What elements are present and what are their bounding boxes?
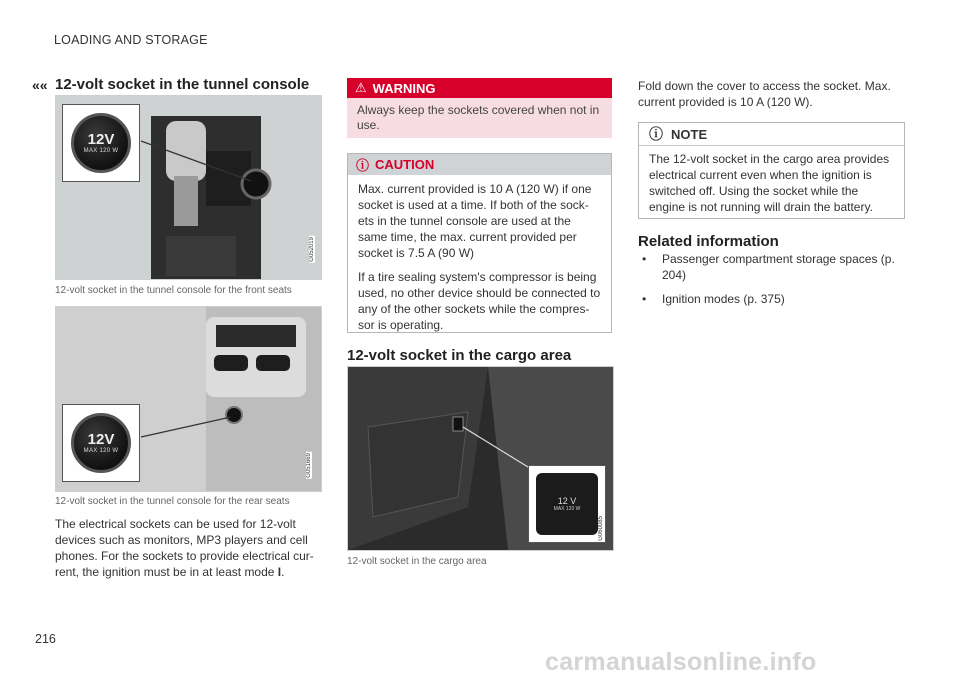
intro-paragraph: Fold down the cover to access the socket. Max. current provided is 10 A (120 W). — [638, 79, 891, 109]
caution-body — [348, 175, 611, 333]
front-console-caption: 12-volt socket in the tunnel console for the front seats — [55, 285, 292, 296]
socket-max-label: MAX 120 W — [553, 505, 581, 512]
related-link[interactable]: • Ignition modes (p. 375) — [638, 291, 903, 307]
related-title: Related information — [638, 233, 779, 250]
caution-header — [348, 154, 611, 175]
caution-paragraph: Max. current provided is 10 A (120 W) if one socket is used at a time. If both of the sock-ets in the tunnel console are used at the same time, the max. current provided per socket is 7.5 A (90 W) — [358, 182, 592, 260]
back-chevron-icon[interactable]: «« — [32, 77, 48, 93]
socket-volt-label: 12V — [87, 130, 115, 148]
image-code: G052019 — [309, 237, 315, 262]
caution-label: CAUTION — [375, 157, 435, 172]
note-header — [639, 123, 904, 146]
note-box — [638, 122, 905, 219]
socket-cover-icon — [536, 473, 598, 535]
page-number: 216 — [35, 632, 56, 646]
body-paragraph — [55, 516, 323, 580]
cargo-caption: 12-volt socket in the cargo area — [347, 556, 487, 567]
watermark: carmanualsonline.info — [545, 648, 817, 676]
ignition-mode: I — [277, 565, 282, 579]
body-end: . — [281, 565, 285, 579]
related-list — [638, 251, 903, 315]
socket-max-label: MAX 120 W — [83, 147, 119, 154]
related-link[interactable]: • Passenger compartment storage spaces (p. 204) — [638, 251, 903, 283]
note-text: The 12-volt socket in the cargo area provides electrical current even when the ignition is switched off. Using the socket while the engine is not running will drain the battery. — [649, 152, 890, 214]
front-console-image — [55, 95, 322, 280]
cargo-image — [347, 366, 614, 551]
note-label: NOTE — [671, 126, 708, 142]
socket-volt-label: 12 V — [557, 495, 577, 506]
caution-box — [347, 153, 612, 333]
warning-icon: ⚠ — [355, 80, 367, 95]
rear-console-image — [55, 306, 322, 492]
caution-icon: ⓘ — [356, 158, 370, 173]
socket-max-label: MAX 120 W — [83, 447, 119, 454]
socket-volt-label: 12V — [87, 430, 115, 448]
image-code: G060085 — [598, 516, 604, 541]
cargo-title: 12-volt socket in the cargo area — [347, 347, 572, 364]
warning-label: WARNING — [372, 80, 436, 96]
warning-header — [347, 78, 612, 98]
info-icon: ⓘ — [649, 126, 663, 142]
rear-console-caption: 12-volt socket in the tunnel console for the rear seats — [55, 496, 290, 507]
socket-callout — [528, 465, 606, 543]
socket-callout — [62, 104, 140, 182]
body-text: The electrical sockets can be used for 12-volt devices such as monitors, MP3 players and cell phones. For the sockets to provide electrical cur-rent, the ignition must be in at least mode — [55, 517, 314, 579]
socket-icon — [71, 113, 131, 173]
socket-icon — [71, 413, 131, 473]
section-header: LOADING AND STORAGE — [54, 33, 208, 47]
socket-callout — [62, 404, 140, 482]
warning-box — [347, 78, 612, 138]
caution-paragraph: If a tire sealing system's compressor is being used, no other device should be connected to any of the other sockets while the compres-sor is operating. — [358, 270, 601, 332]
page-title: 12-volt socket in the tunnel console — [55, 76, 310, 93]
image-code: G051669 — [306, 453, 312, 478]
warning-text: Always keep the sockets covered when not in use. — [357, 103, 600, 132]
